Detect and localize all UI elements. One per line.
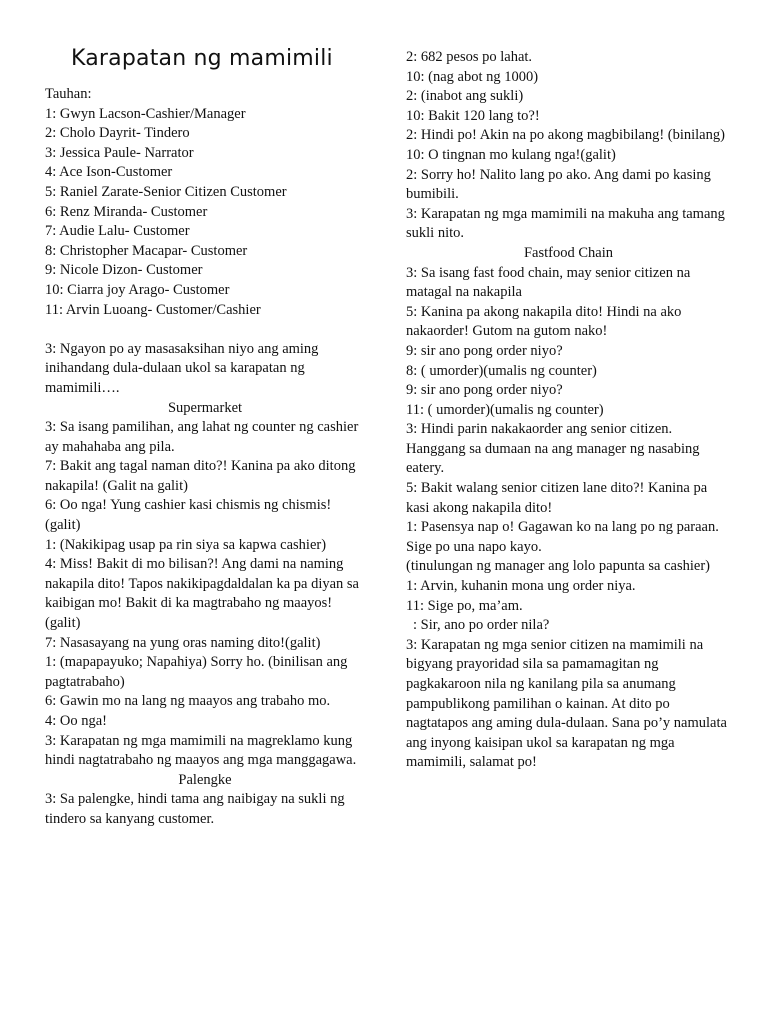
script-line: 11: Arvin Luoang- Customer/Cashier	[45, 301, 261, 318]
script-line: 10: Bakit 120 lang to?!	[406, 107, 540, 124]
script-line: 10: (nag abot ng 1000)	[406, 68, 539, 85]
script-line: 5: Bakit walang senior citizen lane dito?! Kanina pa kasi akong nakapila dito!	[406, 480, 708, 516]
script-line: 11: Sige po, ma’am.	[406, 597, 523, 614]
script-line: 11: ( umorder)(umalis ng counter)	[406, 401, 604, 418]
script-line: 1: Gwyn Lacson-Cashier/Manager	[45, 105, 246, 122]
script-line: (tinulungan ng manager ang lolo papunta sa cashier)	[406, 558, 710, 575]
script-line: 4: Ace Ison-Customer	[45, 164, 173, 181]
script-line: 1: (Nakikipag usap pa rin siya sa kapwa cashier)	[45, 536, 327, 553]
section-heading: Fastfood Chain	[523, 244, 613, 261]
script-line: 2: (inabot ang sukli)	[406, 88, 524, 105]
script-line: 2: Hindi po! Akin na po akong magbibilang! (binilang)	[406, 127, 725, 144]
script-line: 6: Oo nga! Yung cashier kasi chismis ng chismis! (galit)	[45, 497, 332, 534]
right-column	[406, 48, 731, 773]
script-line: 10: O tingnan mo kulang nga!(galit)	[406, 146, 616, 163]
script-line: 8: ( umorder)(umalis ng counter)	[406, 362, 597, 379]
script-line: 1: Pasensya nap o! Gagawan ko na lang po ng paraan. Sige po una napo kayo.	[406, 519, 719, 555]
document-title: Karapatan ng mamimili	[71, 46, 333, 71]
script-line: 9: sir ano pong order niyo?	[406, 382, 563, 399]
script-line: 2: Cholo Dayrit- Tindero	[45, 125, 190, 142]
script-line: 1: Arvin, kuhanin mona ung order niya.	[406, 578, 636, 595]
script-line: 5: Raniel Zarate-Senior Citizen Customer	[45, 183, 287, 200]
left-column	[45, 0, 365, 830]
script-line: 3: Karapatan ng mga mamimili na magreklamo kung hindi nagtatrabaho ng maayos ang mga manggagawa.	[45, 732, 357, 769]
script-line: 7: Nasasayang na yung oras naming dito!(galit)	[45, 634, 321, 651]
script-line: 3: Sa isang fast food chain, may senior citizen na matagal na nakapila	[406, 264, 691, 301]
script-line: 1: (mapapayuko; Napahiya) Sorry ho. (binilisan ang pagtatrabaho)	[45, 654, 348, 690]
script-line: 2: Sorry ho! Nalito lang po ako. Ang dami po kasing bumibili.	[406, 166, 711, 203]
script-line: : Sir, ano po order nila?	[413, 617, 550, 634]
script-line: 9: sir ano pong order niyo?	[406, 342, 563, 359]
script-line: 3: Ngayon po ay masasaksihan niyo ang aming inihandang dula-dulaan ukol sa karapatan ng mamimili….	[45, 340, 319, 396]
script-line: 7: Bakit ang tagal naman dito?! Kanina pa ako ditong nakapila! (Galit na galit)	[45, 458, 356, 494]
script-line: 7: Audie Lalu- Customer	[45, 223, 190, 240]
script-line: 4: Oo nga!	[45, 713, 108, 729]
script-line: 3: Jessica Paule- Narrator	[45, 144, 194, 161]
script-line: 4: Miss! Bakit di mo bilisan?! Ang dami na naming nakapila dito! Tapos nakikipagdaldalan ka pa diyan sa kaibigan mo! Bakit di ka magtrabaho ng maayos! (galit)	[45, 556, 359, 632]
script-line: 3: Sa palengke, hindi tama ang naibigay na sukli ng tindero sa kanyang customer.	[45, 791, 345, 827]
script-line: 9: Nicole Dizon- Customer	[45, 262, 203, 279]
script-line: Tauhan:	[45, 86, 92, 102]
section-heading: Supermarket	[167, 399, 243, 416]
script-line: 3: Karapatan ng mga mamimili na makuha ang tamang sukli nito.	[406, 205, 725, 242]
script-line: 2: 682 pesos po lahat.	[406, 49, 533, 65]
script-line: 6: Renz Miranda- Customer	[45, 203, 208, 220]
script-line: 3: Hindi parin nakakaorder ang senior citizen. Hanggang sa dumaan na ang manager ng nasabing eatery.	[406, 421, 700, 477]
script-line: 5: Kanina pa akong nakapila dito! Hindi na ako nakaorder! Gutom na gutom nako!	[406, 303, 682, 340]
script-line: 3: Karapatan ng mga senior citizen na mamimili na bigyang prayoridad sila sa pamamagitan ng pagkakaroon nila ng kanilang pila sa anumang pampublikong pamilihan o kainan. At dito po nagtatapos ang aming dula-dulaan. Sana po’y namulata ang inyong kaisipan ukol sa karapatan ng mga mamimili, salamat po!	[406, 636, 727, 771]
script-line: 10: Ciarra joy Arago- Customer	[45, 281, 230, 298]
blank-line	[45, 320, 365, 340]
script-line: 3: Sa isang pamilihan, ang lahat ng counter ng cashier ay mahahaba ang pila.	[45, 419, 359, 455]
section-heading: Palengke	[178, 771, 232, 788]
script-line: 6: Gawin mo na lang ng maayos ang trabaho mo.	[45, 693, 331, 710]
script-line: 8: Christopher Macapar- Customer	[45, 242, 248, 259]
